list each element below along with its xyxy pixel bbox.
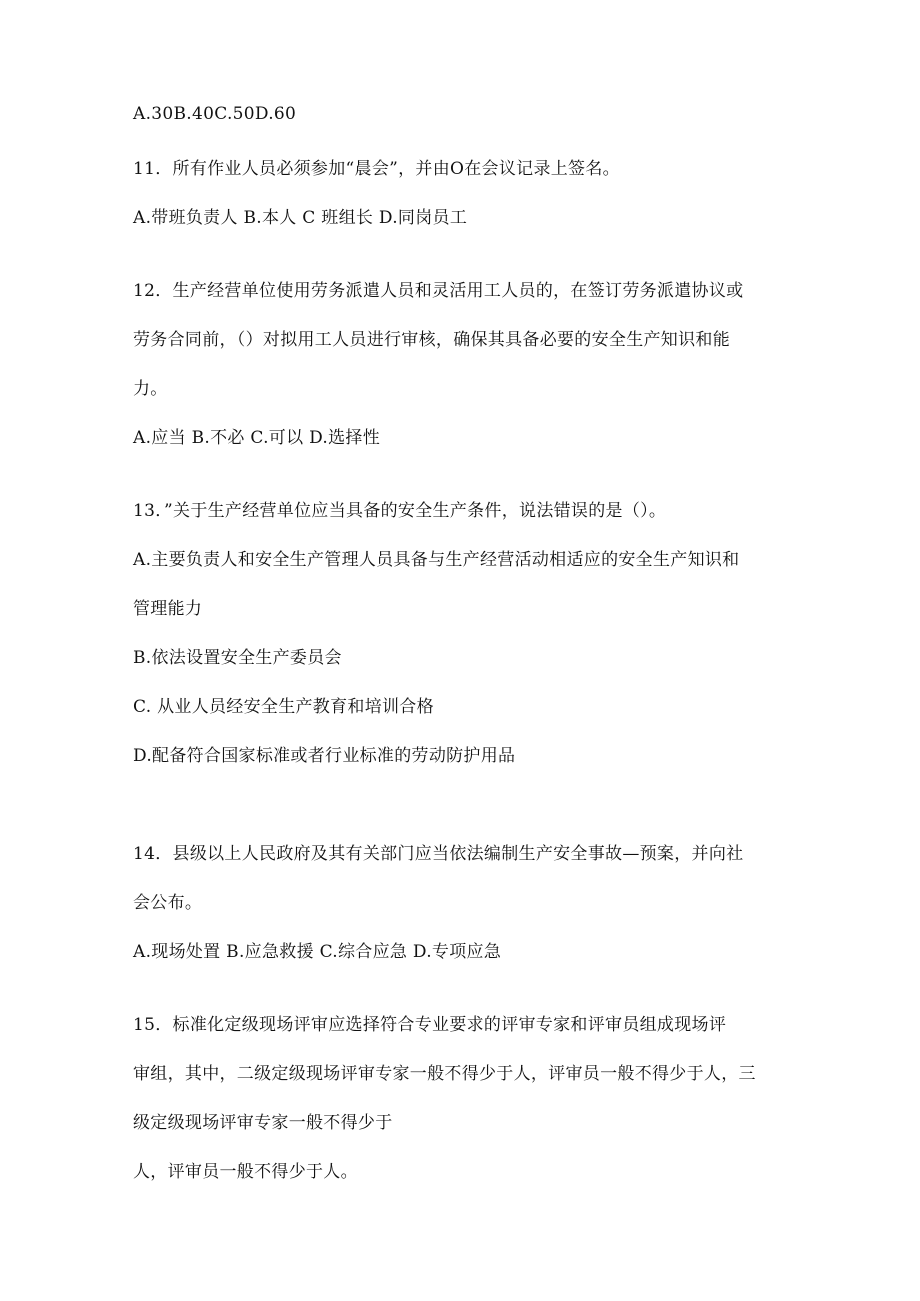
q15-stem-line-4: 人，评审员一般不得少于人。 — [133, 1162, 358, 1182]
q13-option-c: C. 从业人员经安全生产教育和培训合格 — [133, 697, 434, 717]
q12-options: A.应当 B.不必 C.可以 D.选择性 — [133, 428, 381, 448]
q12-stem-line-3: 力。 — [133, 379, 168, 399]
q15-stem-line-2: 审组，其中，二级定级现场评审专家一般不得少于人，评审员一般不得少于人，三 — [133, 1064, 756, 1084]
q13-option-a-line-2: 管理能力 — [133, 599, 203, 619]
q13-option-b: B.依法设置安全生产委员会 — [133, 648, 342, 668]
q12-stem-line-1: 12．生产经营单位使用劳务派遣人员和灵活用工人员的，在签订劳务派遣协议或 — [133, 281, 744, 301]
q11-stem: 11．所有作业人员必须参加“晨会”，并由O在会议记录上签名。 — [133, 159, 620, 179]
q15-stem-line-3: 级定级现场评审专家一般不得少于 — [133, 1113, 393, 1133]
q11-options: A.带班负责人 B.本人 C 班组长 D.同岗员工 — [133, 208, 468, 228]
q13-option-a-line-1: A.主要负责人和安全生产管理人员具备与生产经营活动相适应的安全生产知识和 — [133, 550, 740, 570]
q12-stem-line-2: 劳务合同前，（）对拟用工人员进行审核，确保其具备必要的安全生产知识和能 — [133, 330, 730, 350]
q15-stem-line-1: 15．标准化定级现场评审应选择符合专业要求的评审专家和评审员组成现场评 — [133, 1015, 727, 1035]
q14-stem-line-1: 14．县级以上人民政府及其有关部门应当依法编制生产安全事故—预案，并向社 — [133, 844, 744, 864]
q10-options: A.30B.40C.50D.60 — [133, 104, 297, 124]
q13-option-d: D.配备符合国家标准或者行业标准的劳动防护用品 — [133, 746, 516, 766]
q13-stem: 13．”关于生产经营单位应当具备的安全生产条件，说法错误的是（）。 — [133, 501, 667, 521]
q14-options: A.现场处置 B.应急救援 C.综合应急 D.专项应急 — [133, 942, 502, 962]
q14-stem-line-2: 会公布。 — [133, 893, 203, 913]
